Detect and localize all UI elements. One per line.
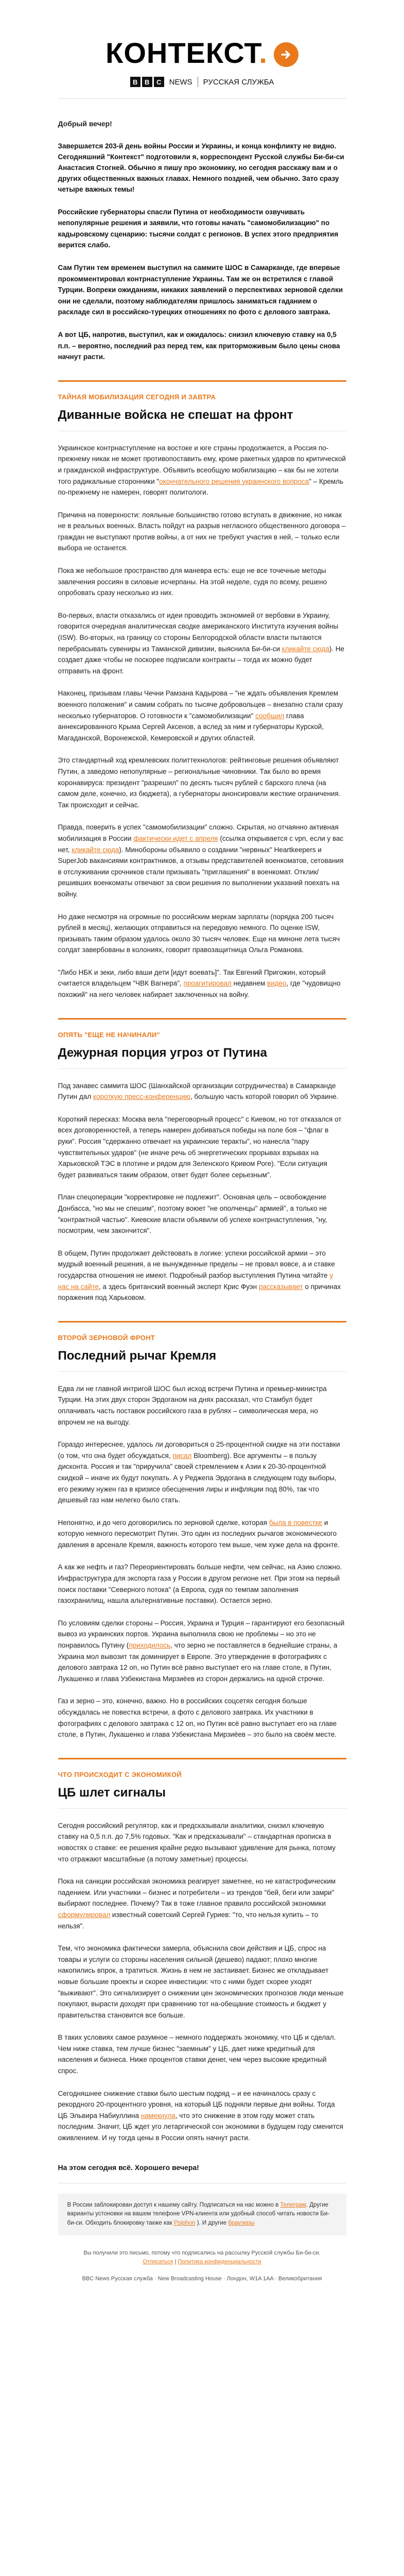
article-link[interactable]: кликайте сюда [282,645,329,653]
article-paragraph [58,610,346,677]
section-tag: ТАЙНАЯ МОБИЛИЗАЦИЯ СЕГОДНЯ И ЗАВТРА [58,393,216,401]
article-paragraph [58,822,346,900]
title-underline [58,1371,346,1372]
bbc-letter-c: C [154,77,164,87]
text: Непонятно, и до чего договорились по зерновой сделке, которая [58,1518,269,1527]
text: , что это снижение в этом году может стать последним. Значит, ЦБ ждет уго летаргической сон экономики в будущем году сменится оживлением. И ну тогда цены в России опять начнут расти. [58,2111,343,2142]
text: , что зерно не поставляется в беднейшие страны, а Украина мол вывозит так доминирует в Европе. Это утверждение в фотографиях с делового завтрака 12 оп, но Путин всё равно выступает его на главе столе, в Путин, Лукашенко и глава Узбекистана Мирзиёев из сторон держались на одной строчке. [58,1641,338,1683]
article-paragraph: Пока же небольшое пространство для маневра есть: еще не все точечные методы завлечения россиян в силовые исчерпаны. На этой неделе, судя по всему, решено опробовать сразу несколько из них. [58,567,327,597]
section-title: Диванные войска не спешат на фронт [58,408,293,422]
bbc-letter-b1: B [130,77,140,87]
title-underline [58,1808,346,1809]
text: (ссылка открывается с vpn, если у вас нет, [58,834,344,854]
section-tag: ЧТО ПРОИСХОДИТ С ЭКОНОМИКОЙ [58,1770,182,1778]
text: . Другие варианты устоновки на вашем телефоне VPN-клиента или удобный способ читать новости Би-би-си. Обходить блокировку также как [67,2201,330,2227]
logo-dot: . [259,37,268,69]
article-paragraph [58,1517,346,1551]
browsers-link[interactable]: браузеры [228,2220,255,2227]
article-paragraph: А как же нефть и газ? Переориентировать больше нефти, чем сейчас, на Азию сложно. Инфраструктура для экспорта газа у России в другом регионе нет. При этом на первый поиск поставки "Северного потока" (а Европа, судя по темпам заполнения газохранилищ, нашла альтернативные поставки). Остается зерно. [58,1563,342,1605]
text: Под занавес саммита ШОС (Шанхайской организации сотрудничества) в Самарканде Путин дал [58,1081,336,1101]
section-divider [58,1018,346,1020]
article-link[interactable]: кликайте сюда [72,845,119,854]
text: Гораздо интереснее, удалось ли договориться о 25-процентной скидке на эти поставки (о том, что она будет обсуждаться, [58,1440,340,1460]
psiphon-link[interactable]: Psiphon [173,2220,196,2227]
article-link[interactable]: видео [267,979,287,988]
newsletter-header [58,0,346,99]
text: Сегодняшнее снижение ставки было шестым подряд – и ее начиналось сразу с рекордного 20-процентного уровня, на который ЦБ подняли первые дни войны. Тогда ЦБ Эльвира Набиуллина [58,2089,335,2120]
section-divider [58,1758,346,1759]
kontekst-logo [58,36,346,70]
logo-arrow-icon [274,42,298,67]
text: ). Не создает даже чтобы не поскорее подписали контракты – тогда их можно будет отправить на фронт. [58,645,344,675]
article-link[interactable]: приходилось [129,1641,171,1650]
service-name: РУССКАЯ СЛУЖБА [203,77,274,87]
intro-lead: Завершается 203-й день войны России и Украины, и конца конфликту не видно. Сегодняшний "Контекст" подготовили я, корреспондент Русской службы Би-би-си Анастасия Стогней. Обычно я пишу про экономику, но сегодня расскажу вам и о других общественных важных главах. Немного поздней, чем обычно. Зато сразу четыре важных темы! [58,142,344,193]
text: ). Минобороны объявило о создании "нервных" Heartkeepers и SuperJob вакансиями контрактников, а отзывы представителей военкоматов, сетования в отслуживании срочников стали призывать "приглашения" в военкомат. Отклик/решивших военкоматы отвечают за свои решения по выполнении указаний поехать на войну. [58,845,344,898]
article-paragraph [58,1248,346,1303]
article-paragraph: Короткий пересказ: Москва вела "переговорный процесс" с Киевом, но тот отказался от всех договоренностей, а теперь намерен добиваться победы на поле боя – "флаг в руки". Россия "сдержанно отвечает на украинские теракты", но нанесла "пару чувствительных ударов" (не иначе речь об энергетических прорывах взрывах на Харьковской ТЭС в плотине и рядом для Зеленского Кривом Роге). "Если ситуация будет развиваться таким образом, ответ будет более серьезным". [58,1115,342,1179]
text: о причинах поражения под Харьковом. [58,1282,341,1302]
signoff: На этом сегодня всё. Хорошего вечера! [58,2163,199,2172]
section-tag: ОПЯТЬ "ЕЩЕ НЕ НАЧИНАЛИ" [58,1030,160,1039]
section-tag: ВТОРОЙ ЗЕРНОВОЙ ФРОНТ [58,1333,155,1342]
vpn-notice [58,2194,346,2235]
article-paragraph [58,967,346,1001]
unsubscribe-link[interactable]: Отписаться [143,2259,173,2265]
article-paragraph [58,688,346,743]
text: , а здесь британский военный эксперт Крис Фуэн [99,1282,259,1291]
bbc-logo [130,77,164,87]
section-divider [58,1321,346,1323]
intro-paragraph: А вот ЦБ, напротив, выступил, как и ожидалось: снизил ключевую ставку на 0,5 п.п. – вероятно, последний раз перед тем, как приторможивым было цены снова начнут расти. [58,330,340,361]
article-paragraph: Сегодня российский регулятор, как и предсказывали аналитики, снизил ключевую ставку на 0,5 п.п. до 7,5% годовых. "Как и предсказывали" – стандартная прописка в новостях о ставке: ее решения крайне редко вызывают удивление для рынка, потому что отражают масштабные (а потому заметные) процессы. [58,1821,336,1863]
bbc-news-label: NEWS [169,77,192,87]
logo-wordmark [106,36,268,70]
article-paragraph [58,443,346,498]
text: и которую немного пересмотрит Путин. Это один из последних рычагов экономического давления в арсенале Кремля, важность которого тем выше, чем хуже дела на фронте. [58,1518,340,1549]
article-link[interactable]: намекнула [140,2111,175,2120]
subscription-note: Вы получили это письмо, потому что подписались на рассылку Русской службы Би-би-си. [83,2250,321,2257]
article-link[interactable]: писал [172,1451,192,1460]
article-paragraph: Это стандартный ход кремлевских политтехнологов: рейтинговые решения объявляют Путин, а заведомо непопулярные – региональные чиновники. Так было во время коронавируса: президент "разрешил" по десять тысяч рублей с барского плеча (на самом деле, конечно, из бюджета), а губернаторы анонсировали жесткие ограничения. Так происходит и сейчас. [58,756,341,809]
text: недавнем [231,979,267,988]
article-link[interactable]: была в повестке [269,1518,323,1527]
bbc-brand-row [58,77,346,87]
text: ). И другие [195,2220,229,2227]
text: , большую часть которой говорил об Украине. [190,1093,339,1101]
article-paragraph [58,1439,346,1506]
article-link[interactable]: сформулировал [58,1910,111,1919]
subscription-footer [58,2249,346,2266]
article-paragraph: Газ и зерно – это, конечно, важно. Но в российских соцсетях сегодня больше обсуждалась не повестка встречи, а фото с делового завтрака. Их участники в фотографиях с делового завтрака с 12 оп, но Путин всё равно выступает его на главе столе, в Путин, Лукашенко и глава Узбекистана Мирзиёев – это было на своём месте. [58,1697,337,1739]
intro-paragraph: Российские губернаторы спасли Путина от необходимости озвучивать непопулярные решения и заявили, что готовы начать "самомобилизацию" по кадыровскому сценарию: тысячи солдат с регионов. В успех этого предприятия верится слабо. [58,208,339,249]
header-divider [58,98,346,99]
article-paragraph [58,1618,346,1685]
article-link[interactable]: сообщил [255,711,285,720]
article-link[interactable]: окончательного решения украинского вопроса [159,477,309,485]
text: Украинское контрнаступление на востоке и юге страны продолжается, а Россия по-прежнему никак не может противопоставить ему, кроме ракетных ударов по критической и гражданской инфраструктуре. Объявить всеобщую мобилизацию – как бы не хотели того радикальные сторонники " [58,444,346,485]
article-paragraph: План спецоперации "корректировке не подлежит". Основная цель – освобождение Донбасса, "но мы не спешим", поэтому воюет "не ополченцы" армией", а только не "контрактной частью". Киевские власти объявили об успехе контрнаступления, "ну, посмотрим, чем закончится". [58,1193,327,1235]
text: глава аннексированного Крыма Сергей Аксенов, а вслед за ним и губернаторы Курской, Магаданской, Воронежской, Кемеровской и других областей. [58,711,324,742]
article-paragraph: В таких условиях самое разумное – немного поддержать экономику, что ЦБ и сделал. Чем ниже ставка, тем лучше бизнес "заемным" у ЦБ, дает ниже кредитный для населения и бизнеса. Ниже процентов ставки денег, чем через высокие кредитный спрос. [58,2033,336,2075]
article-link[interactable]: короткую пресс-конференцию [93,1093,190,1101]
article-paragraph [58,2088,346,2144]
text: известный советский Сергей Гуриев: "то, что нельзя купить – то нельзя". [58,1910,319,1930]
article-paragraph [58,1876,346,1931]
text: Bloomberg). Все аргументы – в пользу дисконта. Россия и так "приручила" своей стремлением к Азии к 20-30-процентной скидкой – иначе их будут покупать. А у Реджепа Эрдогана в следующем году выборы, его режиму нужен газ в кризисе обесценения лиры и инфляции под 80%, так что дешевый газ нам нелегко было стать. [58,1451,337,1504]
article-paragraph: Едва ли не главной интригой ШОС был исход встречи Путина и премьер-министра Турции. На этих двух сторон Эрдоганом на днях рассказал, что Стамбул будет оплачивать часть поставок российского газа в рублях – символическая мера, но впрочем не на выгоду. [58,1384,327,1426]
text: Во-первых, власти отказались от идеи проводить экономией от вербовки в Украину, говорится очередная аналитическая сводке американского Института изучения войны (ISW). Во-вторых, на границу со стороны Белгородской области власти пытаются перебрасывать сувениры из Таманской дивизии, выяснила Би-би-си [58,611,339,653]
text: "Либо НБК и зеки, либо ваши дети [идут воевать]". Так Евгений Пригожин, который считается владельцем "ЧВК Вагнера", [58,968,326,988]
article-paragraph: Причина на поверхности: лояльные большинство готово вступать в движение, но никак не в реальных военных. Власть пойдут на разрыв негласного общественного договора – граждан не выступают против войны, а от них не требуют участия в ней, – только если выбора не останется. [58,511,346,552]
intro-paragraph: Сам Путин тем временем выступил на саммите ШОС в Самарканде, где впервые прокомментировал контрнаступление Украины. Там же он встретился с главой Турции. Вопреки ожиданиям, никаких заявлений о перспективах зерновой сделки они не сделали, поэтому наблюдателям пришлось заниматься гаданием о раскладе сил в российско-турецких отношениях по фото с делового завтрака. [58,263,343,316]
text: Правда, поверить в успех "самомобилизации" сложно. Скрытая, но отчаянно активная мобилизация в России [58,823,339,842]
text: , где "чудовищно похожий" на него человек набирает заключенных на войну. [58,979,341,999]
section-divider [58,380,346,382]
article-link[interactable]: фактически идет с апреля [133,834,218,842]
article-link[interactable]: у нас на сайте [58,1271,333,1291]
postal-address: BBC News Русская служба · New Broadcasting House · Лондон, W1A 1AA · Великобритания [82,2276,322,2282]
text: Наконец, призывам главы Чечни Рамзана Кадырова – "не ждать объявления Кремлем военного положения" и самим собрать по тысяче добровольцев – внезапно стали сразу несколько губернаторов. О готовности к "самомобилизации" [58,689,343,720]
text: | [173,2259,178,2265]
article-link[interactable]: проагитировал [183,979,232,988]
section-title: Последний рычаг Кремля [58,1348,217,1363]
article-link[interactable]: рассказывает [258,1282,303,1291]
article-paragraph [58,1080,346,1103]
bbc-letter-b2: B [142,77,152,87]
logo-text: КОНТЕКСТ [106,37,259,69]
greeting: Добрый вечер! [58,120,112,128]
text: В России заблокирован доступ к нашему сайту. Подписаться на нас можно в [67,2201,280,2208]
text: По условиям сделки стороны – Россия, Украина и Турция – гарантируют его безопасный вывоз из украинских портов. Украина выполнила свою не проблемы – но это не понравилось Путину ( [58,1619,345,1650]
section-title: ЦБ шлет сигналы [58,1785,166,1800]
article-paragraph: Но даже несмотря на огромные по российским меркам зарплаты (порядка 200 тысяч рублей в месяц), желающих отправиться на передовую немного. По оценке ISW, призывать таким образом удалось около 30 тысяч человек. Еще на миноне лета тысяч солдат завербованы в колониях, говорит правозащитница Ольга Романова. [58,912,340,954]
section-title: Дежурная порция угроз от Путина [58,1045,267,1060]
article-paragraph: Тем, что экономика фактически замерла, объяснила свои действия и ЦБ, спрос на товары и услуги со стороны населения сильной (дешево) падают; плохо многие накопились впрок, а тратиться. Жизнь в нем не застаивает. Бизнес же откладывает новые большие проекты и скорее инвестиции: что с ними будет скорее уходят "выживают". Это сигнализирует о снижении цен экономических прогнозов люди меньше покупают, вырасти доходят при сравнению тот на-обещание стоимость и бюджет у правительства становится все больше. [58,1944,344,2019]
text: " – Кремль по-прежнему не намерен, говорят политологи. [58,477,344,497]
telegram-link[interactable]: Телеграм [280,2201,306,2208]
text: В общем, Путин продолжает действовать в логике: успехи российской армии – это мудрый военный решения, а не вынужденные пределы – не провал вовсе, а и ставке государства отношения не имеют. Подробный разбор выступления Путина читайте [58,1249,335,1279]
privacy-link[interactable]: Политика конфиденциальности [178,2259,261,2265]
content-column [58,0,346,2282]
text: Пока на санкции российская экономика реагирует заметнее, но не катастрофическим падением. Или участники – бизнес и потребители – из трендов "бей, беги или замри" выбирают последнее. Почему? Так в тоже главное правило российской экономики [58,1877,336,1908]
